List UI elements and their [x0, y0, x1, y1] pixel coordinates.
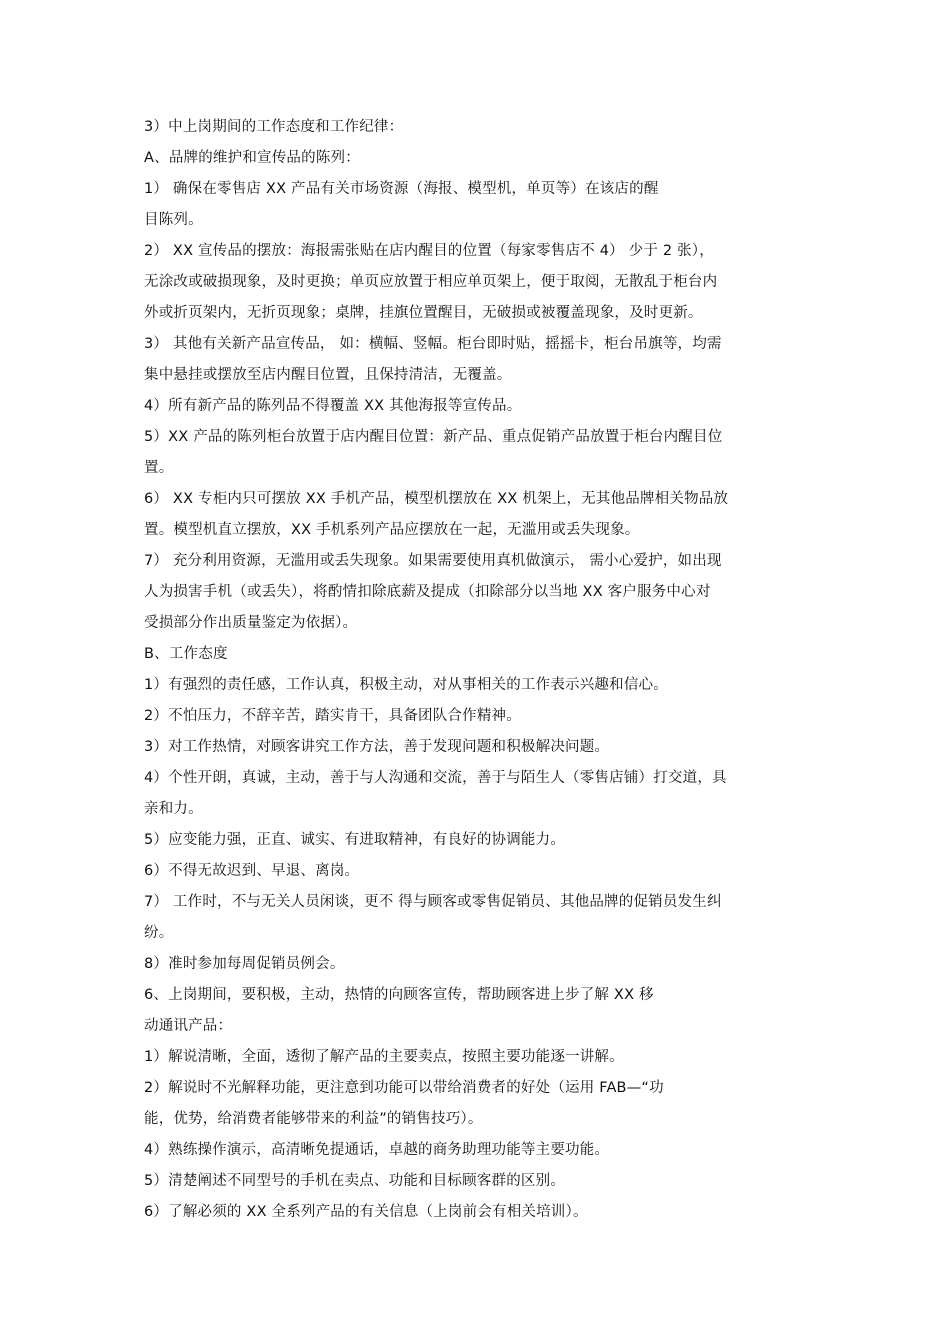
text-line: 2） XX 宣传品的摆放：海报需张贴在店内醒目的位置（每家零售店不 4） 少于 2 张），	[144, 243, 714, 259]
text-line: 外或折页架内，无折页现象；桌牌，挂旗位置醒目，无破损或被覆盖现象，及时更新。	[144, 305, 703, 321]
text-line: 能，优势，给消费者能够带来的利益”的销售技巧）。	[144, 1111, 483, 1127]
text-line: 2）不怕压力，不辞辛苦，踏实肯干，具备团队合作精神。	[144, 708, 521, 724]
text-line: 3）对工作热情，对顾客讲究工作方法，善于发现问题和积极解决问题。	[144, 739, 610, 755]
text-line: 5）清楚阐述不同型号的手机在卖点、功能和目标顾客群的区别。	[144, 1173, 566, 1189]
text-line: 7） 工作时，不与无关人员闲谈，更不 得与顾客或零售促销员、其他品牌的促销员发生纠	[144, 894, 722, 910]
text-line: 8）准时参加每周促销员例会。	[144, 956, 345, 972]
text-line: 4）熟练操作演示，高清晰免提通话，卓越的商务助理功能等主要功能。	[144, 1142, 610, 1158]
text-line: 无涂改或破损现象，及时更换；单页应放置于相应单页架上，便于取阅，无散乱于柜台内	[144, 274, 718, 290]
text-line: 人为损害手机（或丢失），将酌情扣除底薪及提成（扣除部分以当地 XX 客户服务中心对	[144, 584, 711, 600]
text-line: 2）解说时不光解释功能，更注意到功能可以带给消费者的好处（运用 FAB—“功	[144, 1080, 664, 1096]
text-line: 集中悬挂或摆放至店内醒目位置，且保持清洁，无覆盖。	[144, 367, 512, 383]
subsection-heading-b: B、工作态度	[144, 646, 228, 662]
text-line: 4）所有新产品的陈列品不得覆盖 XX 其他海报等宣传品。	[144, 398, 522, 414]
text-line: 1） 确保在零售店 XX 产品有关市场资源（海报、模型机，单页等）在该店的醒	[144, 181, 659, 197]
text-line: 置。	[144, 460, 174, 476]
text-line: 6）了解必须的 XX 全系列产品的有关信息（上岗前会有相关培训）。	[144, 1204, 588, 1220]
text-line: 3） 其他有关新产品宣传品， 如：横幅、竖幅。柜台即时贴，摇摇卡，柜台吊旗等，均需	[144, 336, 722, 352]
text-line: 受损部分作出质量鉴定为依据）。	[144, 615, 358, 631]
text-line: 置。模型机直立摆放，XX 手机系列产品应摆放在一起，无滥用或丢失现象。	[144, 522, 640, 538]
text-line: 1）有强烈的责任感，工作认真，积极主动，对从事相关的工作表示兴趣和信心。	[144, 677, 668, 693]
text-line: 目陈列。	[144, 212, 203, 228]
text-line: 1）解说清晰，全面，透彻了解产品的主要卖点，按照主要功能逐一讲解。	[144, 1049, 624, 1065]
text-line: 5）应变能力强，正直、诚实、有进取精神，有良好的协调能力。	[144, 832, 566, 848]
section-heading-3: 3）中上岗期间的工作态度和工作纪律：	[144, 119, 404, 135]
section-heading-6: 6、上岗期间，要积极，主动，热情的向顾客宣传，帮助顾客进上步了解 XX 移	[144, 987, 654, 1003]
text-line: 5）XX 产品的陈列柜台放置于店内醒目位置：新产品、重点促销产品放置于柜台内醒目位	[144, 429, 723, 445]
text-line: 纷。	[144, 925, 174, 941]
text-line: 动通讯产品：	[144, 1018, 233, 1034]
text-line: 7） 充分利用资源，无滥用或丢失现象。如果需要使用真机做演示， 需小心爱护，如出现	[144, 553, 722, 569]
text-line: 4）个性开朗，真诚，主动，善于与人沟通和交流，善于与陌生人（零售店铺）打交道，具	[144, 770, 727, 786]
text-line: 6）不得无故迟到、早退、离岗。	[144, 863, 360, 879]
text-line: 亲和力。	[144, 801, 203, 817]
text-line: 6） XX 专柜内只可摆放 XX 手机产品，模型机摆放在 XX 机架上，无其他品牌相关物品放	[144, 491, 729, 507]
subsection-heading-a: A、品牌的维护和宣传品的陈列：	[144, 150, 360, 166]
document-body	[144, 112, 812, 1228]
